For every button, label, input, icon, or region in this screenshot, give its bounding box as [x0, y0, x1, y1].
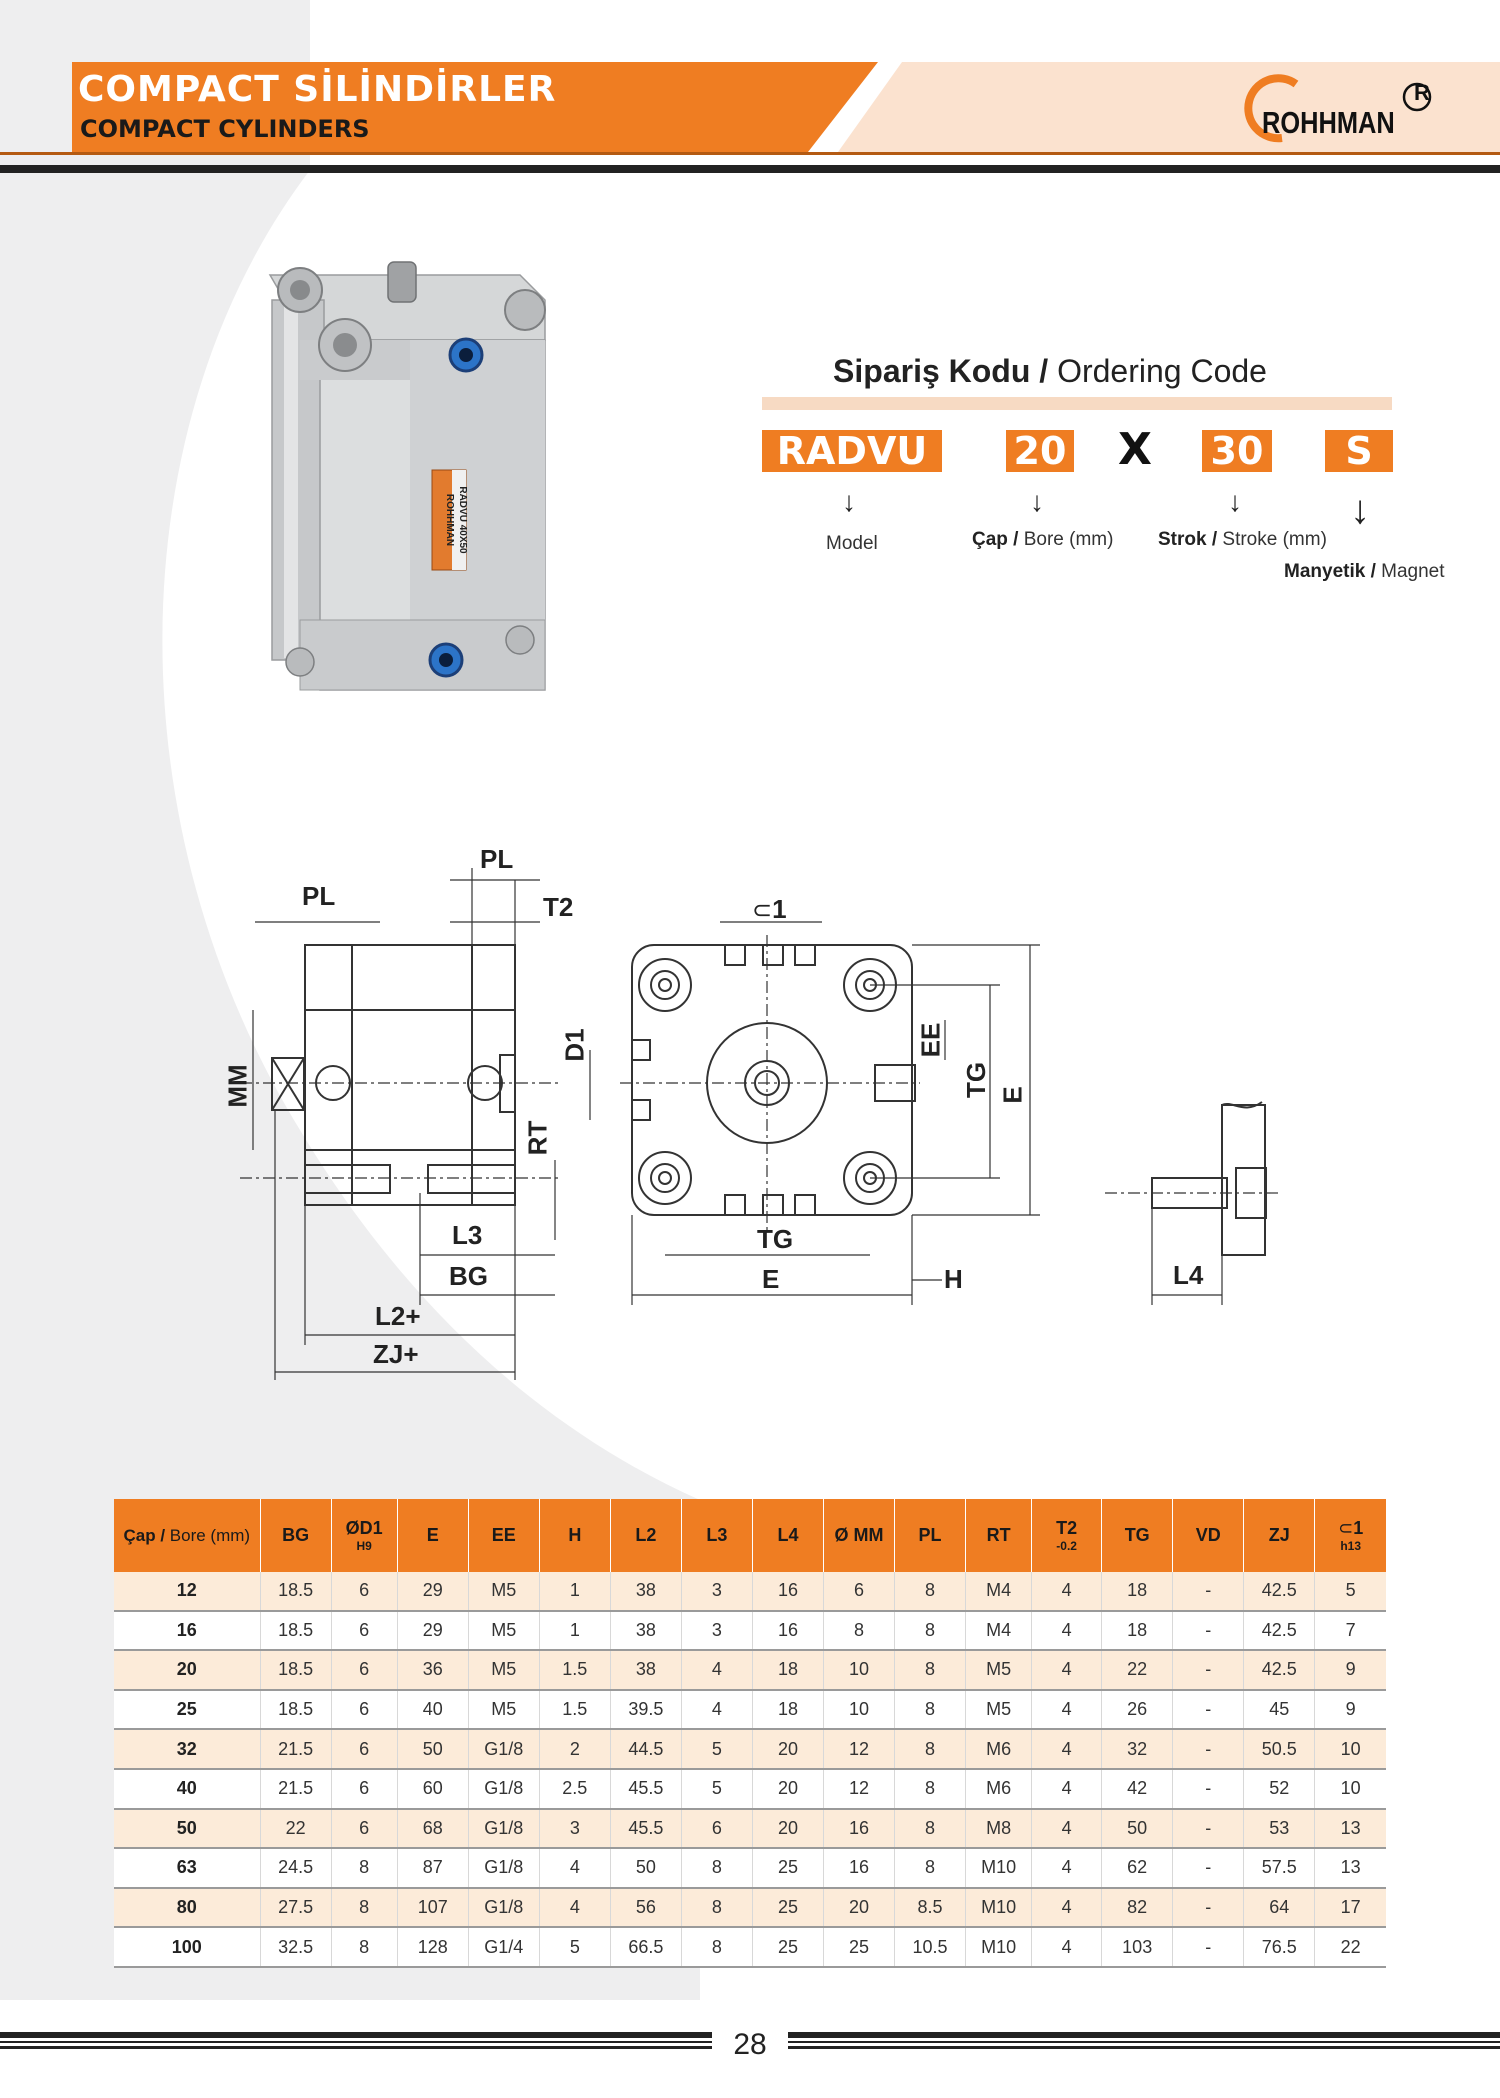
- table-cell: -: [1173, 1888, 1244, 1928]
- table-cell: 50: [1102, 1809, 1173, 1849]
- col-header-wrench: ⊂1 h13: [1315, 1499, 1386, 1572]
- table-cell: 4: [1032, 1809, 1102, 1849]
- table-cell: 64: [1244, 1888, 1315, 1928]
- dim-label-zj: ZJ+: [373, 1339, 419, 1369]
- table-cell: M5: [966, 1650, 1032, 1690]
- ordering-code-underline: [762, 397, 1392, 410]
- table-cell: 36: [397, 1650, 468, 1690]
- ordering-code-title: Sipariş Kodu / Ordering Code: [833, 353, 1267, 389]
- table-cell: 32: [1102, 1729, 1173, 1769]
- table-cell: 4: [1032, 1848, 1102, 1888]
- table-cell: 66.5: [610, 1927, 681, 1967]
- table-cell: 25: [752, 1848, 823, 1888]
- col-header-bg: BG: [260, 1499, 331, 1572]
- table-cell: 50.5: [1244, 1729, 1315, 1769]
- table-cell: 56: [610, 1888, 681, 1928]
- dim-label-pl-left: PL: [302, 881, 336, 911]
- dim-label-mm: MM: [222, 1064, 253, 1108]
- dim-label-tg-side: TG: [961, 1061, 992, 1099]
- code-magnet: S: [1325, 430, 1393, 472]
- table-cell: 22: [260, 1809, 331, 1849]
- table-cell: -: [1173, 1809, 1244, 1849]
- table-cell: 82: [1102, 1888, 1173, 1928]
- label-bore: Çap / Bore (mm): [972, 529, 1114, 550]
- table-cell: 6: [331, 1729, 397, 1769]
- table-cell: 20: [752, 1729, 823, 1769]
- table-cell: 50: [397, 1729, 468, 1769]
- col-header-d1: ØD1 H9: [331, 1499, 397, 1572]
- table-cell: 18: [752, 1650, 823, 1690]
- table-cell: 42.5: [1244, 1611, 1315, 1651]
- table-cell: -: [1173, 1927, 1244, 1967]
- table-cell: 18.5: [260, 1611, 331, 1651]
- col-header-zj: ZJ: [1244, 1499, 1315, 1572]
- table-cell: 42.5: [1244, 1572, 1315, 1611]
- table-cell: M10: [966, 1848, 1032, 1888]
- table-row: [114, 1927, 1386, 1967]
- table-cell: 12: [823, 1769, 894, 1809]
- table-cell: 128: [397, 1927, 468, 1967]
- table-cell: G1/8: [468, 1769, 539, 1809]
- table-cell: 26: [1102, 1690, 1173, 1730]
- table-cell: 13: [1315, 1848, 1386, 1888]
- table-cell: M5: [966, 1690, 1032, 1730]
- table-cell: 8: [895, 1690, 966, 1730]
- table-cell: 20: [823, 1888, 894, 1928]
- table-cell-bore: 40: [114, 1769, 260, 1809]
- table-cell: 4: [1032, 1927, 1102, 1967]
- label-stroke: Strok / Stroke (mm): [1158, 529, 1327, 550]
- table-cell: -: [1173, 1611, 1244, 1651]
- table-cell: 29: [397, 1572, 468, 1611]
- table-cell: 8: [331, 1848, 397, 1888]
- dim-label-e-side: E: [997, 1086, 1028, 1104]
- col-header-bore: Çap / Bore (mm): [114, 1499, 260, 1572]
- col-header-tg: TG: [1102, 1499, 1173, 1572]
- col-header-mm: Ø MM: [823, 1499, 894, 1572]
- table-cell: 50: [610, 1848, 681, 1888]
- table-cell: 18: [752, 1690, 823, 1730]
- table-cell-bore: 50: [114, 1809, 260, 1849]
- table-cell: 8: [895, 1769, 966, 1809]
- table-cell: 38: [610, 1572, 681, 1611]
- arrow-down-icon: ↓: [842, 486, 856, 517]
- table-cell: 24.5: [260, 1848, 331, 1888]
- header-title-en: COMPACT CYLINDERS: [80, 115, 370, 143]
- table-header-row: [114, 1499, 1386, 1572]
- label-magnet: Manyetik / Magnet: [1284, 561, 1445, 582]
- table-cell: M6: [966, 1729, 1032, 1769]
- table-cell: -: [1173, 1769, 1244, 1809]
- table-cell: 1.5: [539, 1650, 610, 1690]
- table-cell: 29: [397, 1611, 468, 1651]
- table-cell: G1/8: [468, 1809, 539, 1849]
- table-cell: 8: [895, 1572, 966, 1611]
- table-cell: M10: [966, 1888, 1032, 1928]
- table-row: [114, 1650, 1386, 1690]
- page-number: 28: [733, 2028, 767, 2061]
- table-cell: 3: [539, 1809, 610, 1849]
- table-cell: M4: [966, 1611, 1032, 1651]
- table-cell: 53: [1244, 1809, 1315, 1849]
- table-cell: M8: [966, 1809, 1032, 1849]
- table-cell: 21.5: [260, 1769, 331, 1809]
- header-title-tr: COMPACT SİLİNDİRLER: [78, 69, 557, 110]
- dim-label-d1: D1: [559, 1028, 590, 1062]
- table-cell: 4: [539, 1848, 610, 1888]
- wrench-icon: ⊂: [1338, 1517, 1354, 1538]
- table-cell: 8: [823, 1611, 894, 1651]
- table-cell: 3: [681, 1611, 752, 1651]
- table-cell: 22: [1102, 1650, 1173, 1690]
- table-cell: 62: [1102, 1848, 1173, 1888]
- table-cell: 40: [397, 1690, 468, 1730]
- table-cell: 38: [610, 1611, 681, 1651]
- table-cell: 4: [1032, 1611, 1102, 1651]
- table-cell: 4: [681, 1690, 752, 1730]
- code-separator: X: [1118, 424, 1152, 475]
- table-cell-bore: 63: [114, 1848, 260, 1888]
- table-row: [114, 1572, 1386, 1611]
- table-cell: 5: [681, 1729, 752, 1769]
- dim-label-ee: EE: [915, 1022, 946, 1058]
- table-cell: 32.5: [260, 1927, 331, 1967]
- table-cell: 8: [895, 1729, 966, 1769]
- col-header-rt: RT: [966, 1499, 1032, 1572]
- table-cell: 13: [1315, 1809, 1386, 1849]
- table-cell: 4: [1032, 1690, 1102, 1730]
- cylinder-product-image: [270, 262, 545, 690]
- table-cell: 8: [681, 1848, 752, 1888]
- table-cell: 5: [539, 1927, 610, 1967]
- table-cell: 25: [752, 1888, 823, 1928]
- product-label-brand: ROHHMAN: [444, 493, 455, 547]
- table-cell: 10: [823, 1650, 894, 1690]
- wrench-icon: ⊂: [752, 897, 773, 924]
- table-row: [114, 1848, 1386, 1888]
- table-cell: 45.5: [610, 1809, 681, 1849]
- col-header-h: H: [539, 1499, 610, 1572]
- table-cell: 45: [1244, 1690, 1315, 1730]
- table-cell: 4: [1032, 1769, 1102, 1809]
- col-header-t2: T2 -0.2: [1032, 1499, 1102, 1572]
- table-cell: 4: [539, 1888, 610, 1928]
- table-cell: 8: [681, 1927, 752, 1967]
- table-cell: 8: [331, 1927, 397, 1967]
- arrow-down-icon: ↓: [1030, 486, 1044, 517]
- table-cell: 87: [397, 1848, 468, 1888]
- table-cell: 2.5: [539, 1769, 610, 1809]
- dim-label-l4: L4: [1173, 1260, 1204, 1290]
- table-cell: 4: [1032, 1888, 1102, 1928]
- table-cell: 4: [1032, 1729, 1102, 1769]
- table-cell: -: [1173, 1650, 1244, 1690]
- front-view-drawing: [620, 922, 1040, 1305]
- table-cell: 5: [1315, 1572, 1386, 1611]
- table-cell: 18: [1102, 1611, 1173, 1651]
- col-header-ee: EE: [468, 1499, 539, 1572]
- specification-table: [114, 1499, 1386, 1968]
- code-stroke: 30: [1202, 430, 1272, 472]
- table-cell-bore: 25: [114, 1690, 260, 1730]
- table-cell: 16: [752, 1611, 823, 1651]
- table-cell: 1: [539, 1611, 610, 1651]
- table-cell: 16: [752, 1572, 823, 1611]
- table-cell: 4: [1032, 1650, 1102, 1690]
- col-header-l3: L3: [681, 1499, 752, 1572]
- table-cell: 76.5: [1244, 1927, 1315, 1967]
- table-cell: 10: [823, 1690, 894, 1730]
- table-cell: 8: [331, 1888, 397, 1928]
- table-cell: 1: [539, 1572, 610, 1611]
- table-cell: 10: [1315, 1769, 1386, 1809]
- registered-mark: R: [1414, 80, 1430, 105]
- table-row: [114, 1729, 1386, 1769]
- table-row: [114, 1888, 1386, 1928]
- dim-label-bg: BG: [449, 1261, 488, 1291]
- table-cell: 3: [681, 1572, 752, 1611]
- table-row: [114, 1769, 1386, 1809]
- table-cell: 20: [752, 1809, 823, 1849]
- code-bore: 20: [1006, 430, 1074, 472]
- table-cell: 8: [895, 1809, 966, 1849]
- table-cell: 8: [895, 1848, 966, 1888]
- table-cell-bore: 32: [114, 1729, 260, 1769]
- col-header-l2: L2: [610, 1499, 681, 1572]
- table-cell: G1/8: [468, 1729, 539, 1769]
- table-cell: 18.5: [260, 1690, 331, 1730]
- table-cell: 20: [752, 1769, 823, 1809]
- table-cell: 25: [752, 1927, 823, 1967]
- table-cell: 9: [1315, 1650, 1386, 1690]
- table-cell: 12: [823, 1729, 894, 1769]
- table-cell: 10.5: [895, 1927, 966, 1967]
- dim-label-pl-top: PL: [480, 844, 514, 874]
- table-cell: -: [1173, 1729, 1244, 1769]
- dim-label-t2: T2: [543, 892, 574, 922]
- table-cell: 6: [331, 1650, 397, 1690]
- table-row: [114, 1690, 1386, 1730]
- table-cell: 52: [1244, 1769, 1315, 1809]
- col-header-l4: L4: [752, 1499, 823, 1572]
- table-cell: 103: [1102, 1927, 1173, 1967]
- product-label-model: RADVU 40X50: [457, 486, 468, 554]
- table-cell: M5: [468, 1611, 539, 1651]
- table-cell: 8.5: [895, 1888, 966, 1928]
- table-cell: 18.5: [260, 1650, 331, 1690]
- table-cell: 7: [1315, 1611, 1386, 1651]
- dim-label-l3: L3: [452, 1220, 483, 1250]
- table-cell: 25: [823, 1927, 894, 1967]
- table-cell: 16: [823, 1848, 894, 1888]
- table-cell-bore: 80: [114, 1888, 260, 1928]
- table-cell: 68: [397, 1809, 468, 1849]
- table-cell: M6: [966, 1769, 1032, 1809]
- label-model: Model: [826, 533, 878, 554]
- code-model: RADVU: [762, 430, 942, 472]
- arrow-down-icon: ↓: [1350, 488, 1370, 532]
- table-cell: 5: [681, 1769, 752, 1809]
- dim-label-wrench: ⊂1: [752, 894, 787, 924]
- table-cell: 42.5: [1244, 1650, 1315, 1690]
- table-cell: G1/8: [468, 1888, 539, 1928]
- arrow-down-icon: ↓: [1228, 486, 1242, 517]
- table-cell: 8: [895, 1650, 966, 1690]
- table-cell: 18: [1102, 1572, 1173, 1611]
- table-cell: 45.5: [610, 1769, 681, 1809]
- table-cell: 6: [331, 1611, 397, 1651]
- col-header-vd: VD: [1173, 1499, 1244, 1572]
- table-cell: 6: [823, 1572, 894, 1611]
- table-cell: G1/8: [468, 1848, 539, 1888]
- table-cell: 2: [539, 1729, 610, 1769]
- dim-label-e-bottom: E: [762, 1264, 780, 1294]
- table-cell: 18.5: [260, 1572, 331, 1611]
- table-cell: 6: [331, 1769, 397, 1809]
- table-cell: 1.5: [539, 1690, 610, 1730]
- table-cell-bore: 16: [114, 1611, 260, 1651]
- table-cell: 60: [397, 1769, 468, 1809]
- table-cell: 10: [1315, 1729, 1386, 1769]
- table-cell: 44.5: [610, 1729, 681, 1769]
- table-row: [114, 1611, 1386, 1651]
- table-cell: 39.5: [610, 1690, 681, 1730]
- table-cell: 57.5: [1244, 1848, 1315, 1888]
- table-cell-bore: 12: [114, 1572, 260, 1611]
- table-row: [114, 1809, 1386, 1849]
- table-cell: 22: [1315, 1927, 1386, 1967]
- table-cell: 9: [1315, 1690, 1386, 1730]
- table-cell: -: [1173, 1690, 1244, 1730]
- table-cell: M5: [468, 1650, 539, 1690]
- table-cell: 27.5: [260, 1888, 331, 1928]
- table-cell: 16: [823, 1809, 894, 1849]
- table-cell: -: [1173, 1848, 1244, 1888]
- table-cell: 6: [681, 1809, 752, 1849]
- table-cell: 8: [681, 1888, 752, 1928]
- table-cell: 4: [681, 1650, 752, 1690]
- table-cell: M4: [966, 1572, 1032, 1611]
- table-cell: 107: [397, 1888, 468, 1928]
- table-cell: 6: [331, 1572, 397, 1611]
- table-cell: M5: [468, 1690, 539, 1730]
- col-header-e: E: [397, 1499, 468, 1572]
- dim-label-h: H: [944, 1264, 963, 1294]
- table-cell: 6: [331, 1690, 397, 1730]
- table-cell: 8: [895, 1611, 966, 1651]
- table-cell-bore: 20: [114, 1650, 260, 1690]
- table-cell: 6: [331, 1809, 397, 1849]
- table-cell: 21.5: [260, 1729, 331, 1769]
- table-cell: 38: [610, 1650, 681, 1690]
- dim-label-l2: L2+: [375, 1301, 421, 1331]
- table-cell: -: [1173, 1572, 1244, 1611]
- table-cell-bore: 100: [114, 1927, 260, 1967]
- table-cell: M10: [966, 1927, 1032, 1967]
- table-cell: 4: [1032, 1572, 1102, 1611]
- table-cell: 42: [1102, 1769, 1173, 1809]
- table-cell: G1/4: [468, 1927, 539, 1967]
- table-cell: M5: [468, 1572, 539, 1611]
- table-cell: 17: [1315, 1888, 1386, 1928]
- col-header-pl: PL: [895, 1499, 966, 1572]
- dim-label-tg-bottom: TG: [757, 1224, 794, 1254]
- brand-name: ROHHMAN: [1262, 105, 1395, 140]
- dim-label-rt: RT: [522, 1120, 553, 1156]
